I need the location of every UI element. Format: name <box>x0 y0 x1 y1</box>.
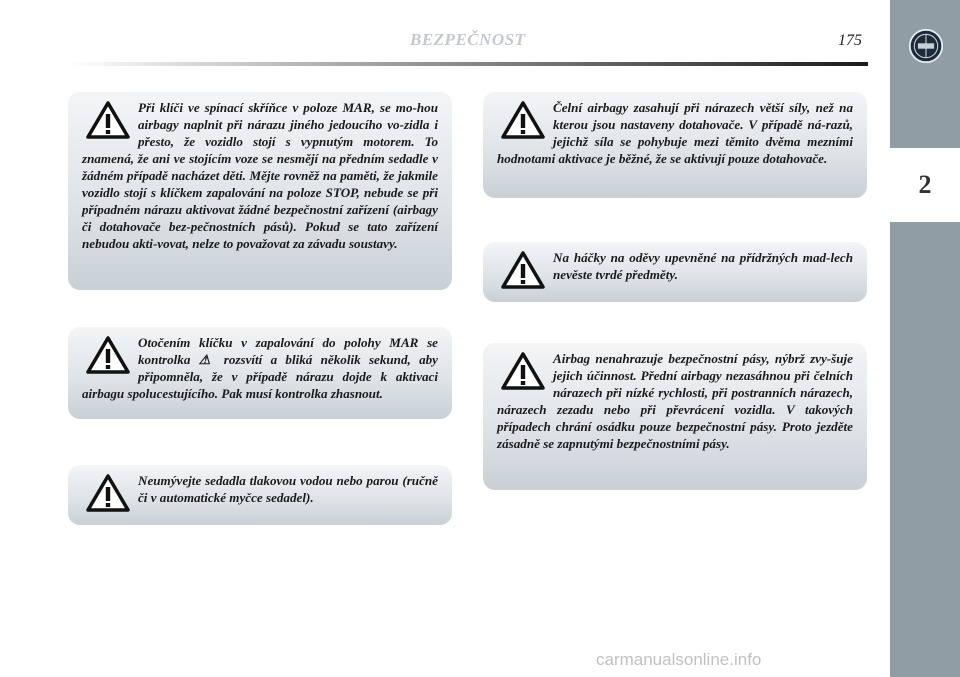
warning-triangle-icon <box>86 100 130 140</box>
chapter-tab[interactable] <box>890 148 960 222</box>
warning-triangle-icon <box>86 335 130 375</box>
warning-triangle-icon <box>501 250 545 290</box>
warning-box-key-position <box>68 92 452 290</box>
warning-box-ignition-indicator <box>68 327 452 419</box>
warning-triangle-icon <box>501 100 545 140</box>
warning-text: Při klíči ve spínací skříňce v poloze MAR, se mo-hou airbagy naplnit při nárazu jiného jedoucího vo-zidla i přesto, že vozidlo stojí s vypnutým motorem. To znamená, že ani ve stojícím voze se nesmějí na předním sedadle v žádném případě nacházet děti. Mějte rovněž na paměti, že jakmile vozidlo stojí s klíčkem zapalování na poloze STOP, nebude se při případném nárazu aktivovat žádné bezpečnostní zařízení (airbagy či dotahovače bez-pečnostních pásů). Pokud se tato zařízení nebudou akti-vovat, nelze to považovat za závadu soustavy. <box>82 100 438 251</box>
warning-box-coat-hooks <box>483 242 867 302</box>
warning-triangle-icon <box>86 473 130 513</box>
warning-box-airbag-seatbelts <box>483 343 867 490</box>
warning-text: Airbag nenahrazuje bezpečnostní pásy, nýbrž zvy-šuje jejich účinnost. Přední airbagy nezasáhnou při čelních nárazech při nízké rychlosti, při postranních nárazech, nárazech zezadu nebo při převrácení vozidla. V takových případech chrání osádku pouze bezpečnostní pásy. Proto jezděte zásadně se zapnutými bezpečnostními pásy. <box>497 351 853 451</box>
page-header-title: BEZPEČNOST <box>410 30 526 49</box>
warning-text: Na háčky na oděvy upevněné na přídržných mad-lech nevěste tvrdé předměty. <box>553 250 853 282</box>
lancia-logo-icon <box>908 28 944 64</box>
warning-triangle-icon <box>501 351 545 391</box>
chapter-number: 2 <box>918 170 932 199</box>
warning-box-seat-washing <box>68 465 452 525</box>
chapter-sidebar <box>890 0 960 677</box>
warning-text: Neumývejte sedadla tlakovou vodou nebo parou (ručně či v automatické myčce sedadel). <box>138 473 438 505</box>
warning-text: Otočením klíčku v zapalování do polohy MAR se kontrolka ⚠︎ rozsvítí a bliká několik sekund, aby připomněla, že v případě nárazu dojde k aktivaci airbagu spolucestujícího. Pak musí kontrolka zhasnout. <box>82 335 438 401</box>
header-divider <box>68 62 868 66</box>
warning-box-front-airbags <box>483 92 867 198</box>
watermark[interactable]: carmanualsonline.info <box>596 650 762 669</box>
warning-text: Čelní airbagy zasahují při nárazech větší síly, než na kterou jsou nastaveny dotahovače. V případě ná-razů, jejichž síla se pohybuje mezi těmito dvěma mezními hodnotami aktivace je běžné, že se aktivují pouze dotahovače. <box>497 100 853 166</box>
page-number: 175 <box>838 32 862 49</box>
